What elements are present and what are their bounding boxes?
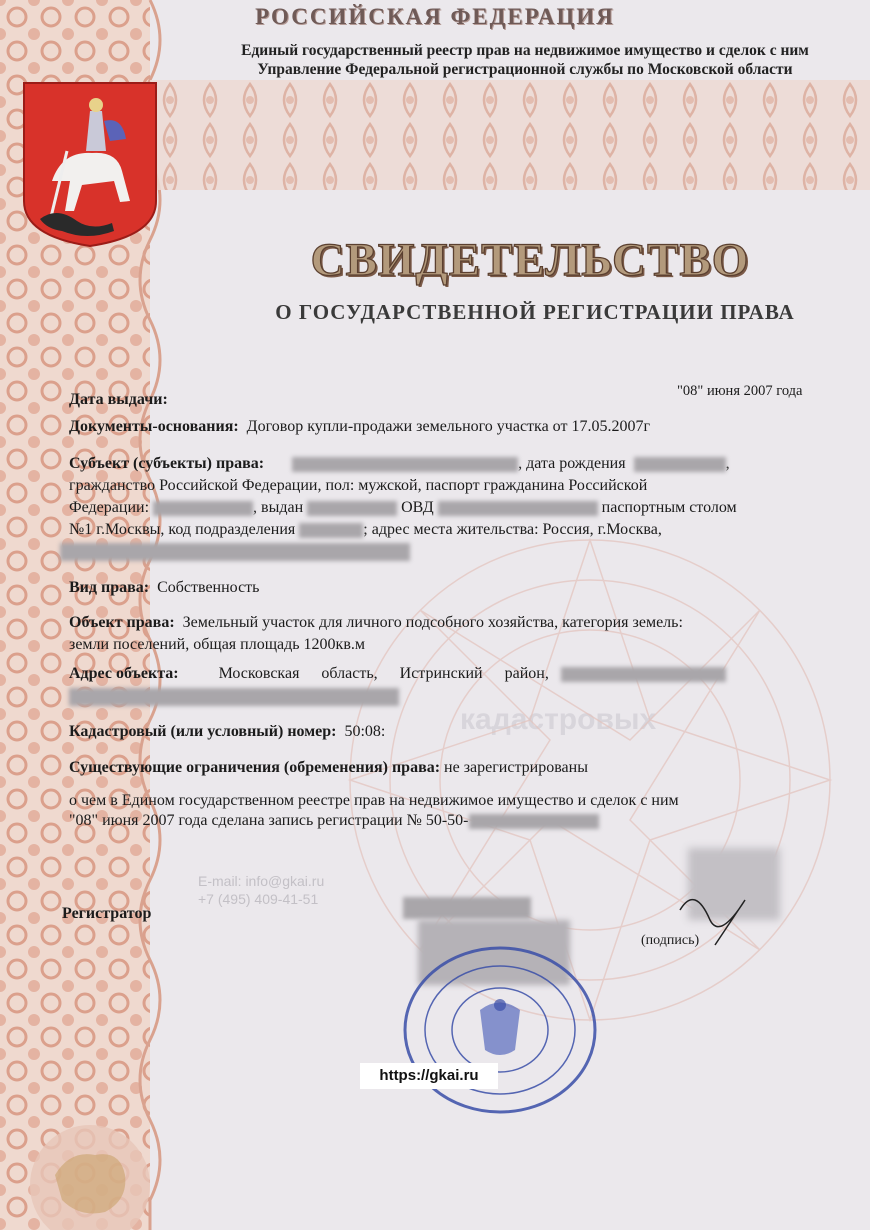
right-type-row (69, 577, 259, 598)
documents-value: Договор купли-продажи земельного участка от 17.05.2007г (246, 418, 651, 435)
redacted-address-part (561, 667, 726, 682)
subject-line-1: Субъект (субъекты) права: , дата рождения , (69, 455, 730, 472)
watermark-email: E-mail: info@gkai.ru (198, 873, 325, 889)
subject-line-2: гражданство Российской Федерации, пол: мужской, паспорт гражданина Российской (69, 477, 648, 494)
right-type-value: Собственность (157, 579, 260, 596)
cadastral-label: Кадастровый (или условный) номер: (69, 723, 337, 740)
redacted-ovd (438, 501, 598, 516)
redacted-record-number (469, 814, 599, 829)
object-line-1: Объект права: Земельный участок для личного подсобного хозяйства, категория земель: (69, 614, 683, 631)
restrictions-row (69, 757, 588, 778)
redacted-code (299, 523, 363, 538)
right-type-label: Вид права: (69, 579, 150, 596)
certificate-subtitle: О ГОСУДАРСТВЕННОЙ РЕГИСТРАЦИИ ПРАВА (275, 300, 795, 324)
moscow-coat-of-arms-icon (22, 81, 158, 248)
redacted-name (292, 457, 518, 472)
header-department-line: Управление Федеральной регистрационной службы по Московской области (257, 61, 793, 78)
redacted-passport (153, 501, 253, 516)
record-line-1: о чем в Едином государственном реестре прав на недвижимое имущество и сделок с ним (69, 792, 679, 809)
watermark-phone: +7 (495) 409-41-51 (198, 891, 319, 907)
header-country: РОССИЙСКАЯ ФЕДЕРАЦИЯ (255, 4, 615, 29)
redacted-address (60, 543, 410, 561)
background-watermark-text: кадастровых (460, 703, 657, 736)
issue-date-label: Дата выдачи: (69, 391, 168, 408)
footer-url-link[interactable]: https://gkai.ru (360, 1063, 498, 1089)
signature-note: (подпись) (641, 933, 700, 948)
documents-row (69, 416, 650, 437)
restrictions-label: Существующие ограничения (обременения) права: (69, 759, 441, 776)
address-label: Адрес объекта: (69, 665, 179, 682)
cadastral-row (69, 721, 385, 742)
record-line-2: "08" июня 2007 года сделана запись регистрации № 50-50- (69, 810, 599, 831)
registrar-label: Регистратор (62, 905, 152, 922)
subject-label: Субъект (субъекты) права: (69, 455, 265, 472)
redacted-address-line2 (69, 688, 399, 706)
subject-line-3: Федерации: , выдан ОВД паспортным столом (69, 499, 737, 516)
header-registry-line: Единый государственный реестр прав на недвижимое имущество и сделок с ним (241, 42, 809, 59)
redacted-issue-date (307, 501, 397, 516)
ornamental-border-top (150, 80, 870, 190)
redacted-registrar-name (403, 897, 531, 919)
documents-label: Документы-основания: (69, 418, 239, 435)
restrictions-value: не зарегистрированы (444, 759, 588, 776)
object-label: Объект права: (69, 614, 175, 631)
contact-watermark (198, 872, 324, 908)
certificate-title: СВИДЕТЕЛЬСТВО (310, 234, 750, 286)
cadastral-value: 50:08: (344, 723, 386, 740)
redacted-birthdate (634, 457, 726, 472)
official-stamp-icon (400, 945, 600, 1115)
address-row (69, 663, 829, 684)
object-line-2: земли поселений, общая площадь 1200кв.м (69, 636, 366, 653)
address-value: Московская область, Истринский район, (218, 665, 549, 682)
issue-date-value: "08" июня 2007 года (677, 383, 803, 399)
subject-line-4: №1 г.Москвы, код подразделения ; адрес места жительства: Россия, г.Москва, (69, 521, 662, 538)
